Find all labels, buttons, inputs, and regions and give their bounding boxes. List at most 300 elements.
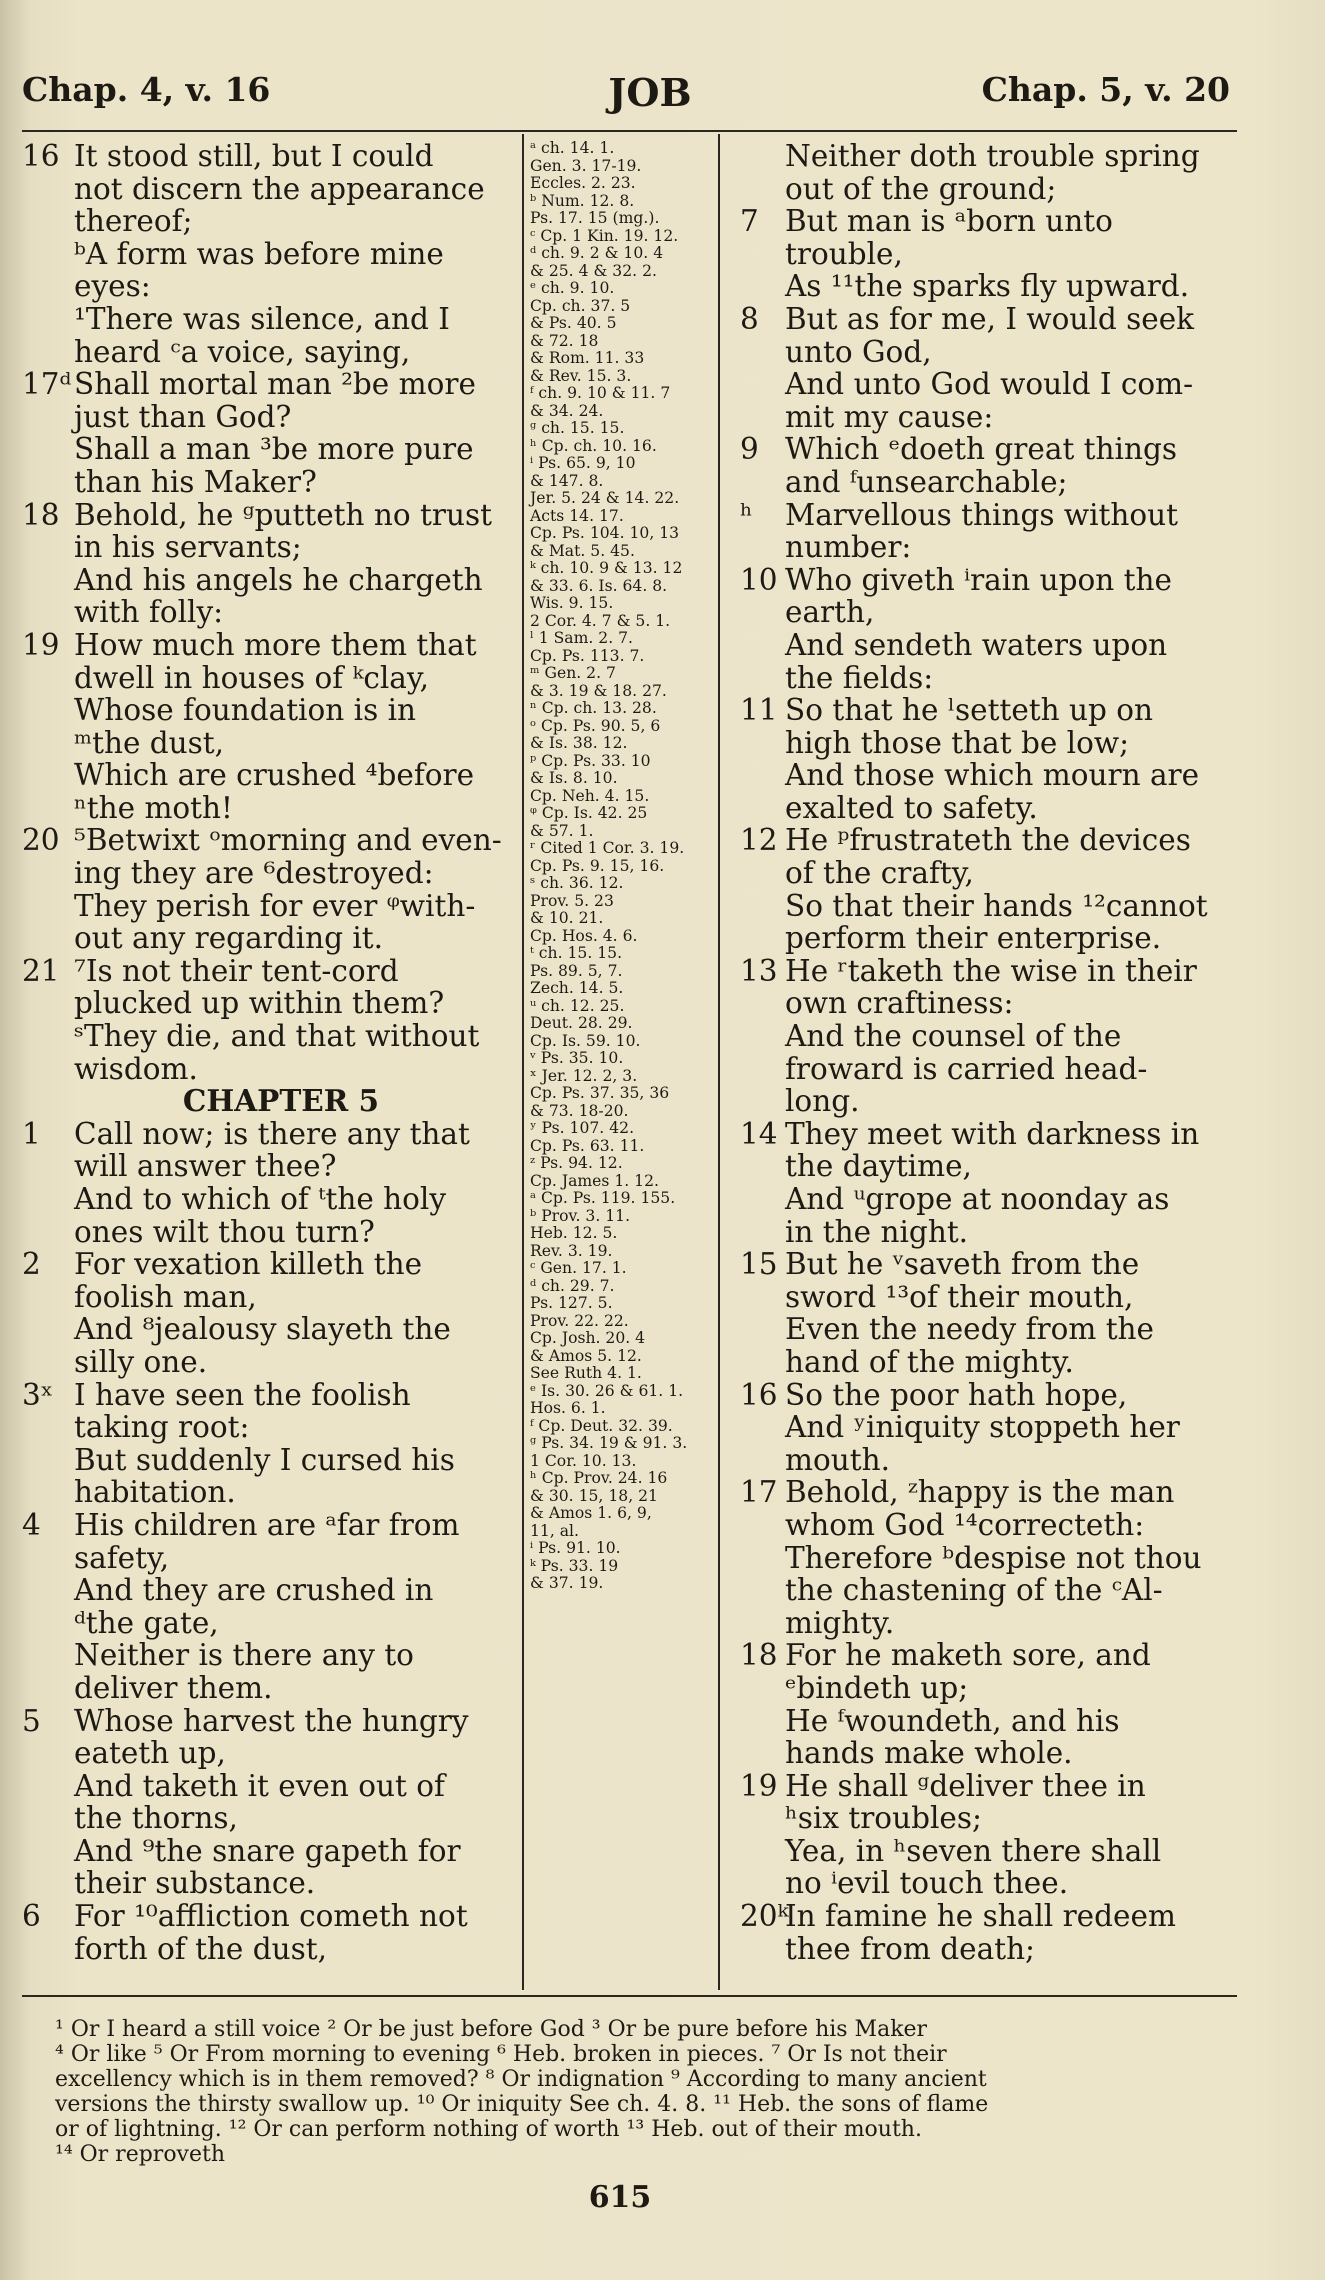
verse-line	[730, 1379, 1230, 1412]
verse-line	[22, 205, 515, 238]
verse-line	[730, 368, 1230, 401]
cross-reference: Wis. 9. 15.	[530, 594, 614, 612]
verse-number: ʰ	[740, 497, 753, 532]
verse-line	[22, 694, 515, 727]
verse-line	[22, 1411, 515, 1444]
footnote-line: versions the thirsty swallow up. ¹⁰ Or iniquity See ch. 4. 8. ¹¹ Heb. the sons of flame	[55, 2092, 989, 2117]
verse-text: I have seen the foolish	[74, 1377, 411, 1412]
verse-text: no ⁱevil touch thee.	[785, 1866, 1069, 1901]
verse-number: 6	[22, 1899, 41, 1934]
footnote-line: ¹ Or I heard a still voice ² Or be just before God ³ Or be pure before his Maker	[55, 2017, 928, 2042]
verse-number	[730, 1411, 785, 1444]
cross-reference: ᵏ ch. 10. 9 & 13. 12	[530, 559, 683, 577]
verse-line	[730, 792, 1230, 825]
verse-number	[22, 238, 74, 271]
verse-line	[730, 336, 1230, 369]
cross-reference: & 73. 18-20.	[530, 1101, 629, 1120]
verse-line	[22, 1444, 515, 1477]
verse-text: Behold, ᶻhappy is the man	[785, 1475, 1175, 1510]
verse-number	[730, 629, 785, 662]
verse-line	[22, 1574, 515, 1607]
verse-number	[730, 1867, 785, 1900]
verse-line	[730, 1672, 1230, 1705]
verse-number	[22, 1802, 74, 1835]
verse-number	[730, 596, 785, 629]
verse-text: plucked up within them?	[74, 986, 445, 1021]
cross-reference: See Ruth 4. 1.	[530, 1364, 642, 1382]
footnote-line: ¹⁴ Or reproveth	[55, 2142, 226, 2167]
verse-text: thee from death;	[785, 1931, 1036, 1966]
verse-line	[22, 303, 515, 336]
verse-line	[22, 1607, 515, 1640]
cross-reference: ᵗ ch. 15. 15.	[530, 944, 623, 962]
verse-line	[730, 238, 1230, 271]
verse-line	[22, 401, 515, 434]
cross-reference: Ps. 17. 15 (mg.).	[530, 209, 660, 227]
verse-number	[22, 759, 74, 792]
verse-text: than his Maker?	[74, 464, 317, 499]
verse-text: They meet with darkness in	[785, 1116, 1200, 1151]
verse-number	[22, 1313, 74, 1346]
verse-line	[22, 270, 515, 303]
verse-text: mit my cause:	[785, 399, 994, 434]
verse-number	[22, 205, 74, 238]
verse-line	[730, 1248, 1230, 1281]
verse-text: heard ᶜa voice, saying,	[74, 334, 411, 369]
verse-number	[22, 531, 74, 564]
verse-number	[730, 270, 785, 303]
verse-line	[22, 1183, 515, 1216]
verse-line	[22, 824, 515, 857]
verse-text: Which are crushed ⁴before	[74, 758, 475, 793]
verse-text: For he maketh sore, and	[785, 1638, 1151, 1673]
verse-line	[22, 1802, 515, 1835]
cross-reference: & Is. 8. 10.	[530, 769, 618, 787]
verse-text: But suddenly I cursed his	[74, 1442, 455, 1477]
verse-text: But man is ᵃborn unto	[785, 204, 1113, 239]
verse-text: the thorns,	[74, 1801, 238, 1836]
verse-line	[730, 1737, 1230, 1770]
verse-number	[730, 1542, 785, 1575]
verse-line	[22, 238, 515, 271]
verse-text: eyes:	[74, 269, 151, 304]
verse-number	[730, 173, 785, 206]
verse-line	[22, 1476, 515, 1509]
cross-reference: ˣ Jer. 12. 2, 3.	[530, 1066, 638, 1085]
verse-number	[22, 1411, 74, 1444]
verse-line	[730, 890, 1230, 923]
verse-text: the chastening of the ᶜAl-	[785, 1573, 1163, 1608]
verse-line	[730, 1835, 1230, 1868]
verse-text: long.	[785, 1084, 860, 1119]
footnote-line: or of lightning. ¹² Or can perform nothing of worth ¹³ Heb. out of their mouth.	[55, 2117, 922, 2142]
right-text-column	[730, 140, 1230, 1965]
cross-reference: & 30. 15, 18, 21	[530, 1486, 658, 1505]
verse-line	[730, 1542, 1230, 1575]
verse-text: ʰsix troubles;	[785, 1801, 982, 1836]
verse-line	[730, 433, 1230, 466]
verse-text: eateth up,	[74, 1736, 226, 1771]
verse-text: And ʸiniquity stoppeth her	[785, 1410, 1180, 1445]
verse-number: 1	[22, 1116, 41, 1151]
verse-line	[730, 1867, 1230, 1900]
verse-number	[22, 596, 74, 629]
verse-line	[22, 759, 515, 792]
cross-reference: Cp. Ps. 37. 35, 36	[530, 1084, 670, 1102]
cross-reference: & 34. 24.	[530, 401, 604, 420]
verse-text: In famine he shall redeem	[785, 1899, 1176, 1934]
verse-line	[22, 1542, 515, 1575]
running-head-left: Chap. 4, v. 16	[22, 70, 271, 109]
verse-text: earth,	[785, 595, 875, 630]
verse-number	[22, 173, 74, 206]
verse-text: out of the ground;	[785, 171, 1057, 206]
cross-reference: ᵈ ch. 9. 2 & 10. 4	[530, 244, 664, 262]
verse-line	[22, 1053, 515, 1086]
verse-number	[730, 238, 785, 271]
verse-text: How much more them that	[74, 627, 477, 662]
verse-text: hands make whole.	[785, 1736, 1073, 1771]
cross-reference: ᶠ Cp. Deut. 32. 39.	[530, 1416, 673, 1435]
verse-number	[730, 1705, 785, 1738]
verse-number: 19	[740, 1768, 778, 1803]
verse-line	[22, 368, 515, 401]
cross-reference: ᶜ Gen. 17. 1.	[530, 1259, 627, 1277]
cross-reference: & Rom. 11. 33	[530, 349, 645, 367]
verse-number	[730, 1444, 785, 1477]
verse-number	[22, 433, 74, 466]
verse-line	[730, 1150, 1230, 1183]
cross-reference: ᵇ Prov. 3. 11.	[530, 1206, 631, 1225]
verse-number: 17ᵈ	[22, 367, 72, 402]
verse-text: silly one.	[74, 1344, 208, 1379]
verse-number: 14	[740, 1116, 778, 1151]
verse-line	[22, 629, 515, 662]
verse-number	[730, 140, 785, 173]
verse-line	[730, 727, 1230, 760]
verse-number	[730, 759, 785, 792]
cross-reference: ᵈ ch. 29. 7.	[530, 1276, 615, 1295]
column-divider-left	[522, 134, 524, 1990]
verse-text: dwell in houses of ᵏclay,	[74, 660, 430, 695]
cross-reference: ⁿ Cp. ch. 13. 28.	[530, 699, 657, 717]
verse-text: For vexation killeth the	[74, 1247, 423, 1282]
verse-text: deliver them.	[74, 1670, 273, 1705]
cross-reference: ʰ Cp. ch. 10. 16.	[530, 436, 657, 455]
cross-reference: Zech. 14. 5.	[530, 979, 624, 997]
verse-text: He shall ᵍdeliver thee in	[785, 1768, 1146, 1803]
verse-text: their substance.	[74, 1866, 316, 1901]
verse-text: whom God ¹⁴correcteth:	[785, 1507, 1145, 1542]
verse-number: 16	[740, 1377, 778, 1412]
verse-text: Yea, in ʰseven there shall	[785, 1833, 1162, 1868]
verse-text: Behold, he ᵍputteth no trust	[74, 497, 492, 532]
verse-line	[730, 759, 1230, 792]
verse-number	[22, 727, 74, 760]
verse-number: 10	[740, 562, 778, 597]
verse-text: And his angels he chargeth	[74, 562, 483, 597]
cross-reference: Ps. 127. 5.	[530, 1294, 613, 1312]
verse-number: 19	[22, 627, 60, 662]
verse-line	[730, 1313, 1230, 1346]
verse-line	[730, 1476, 1230, 1509]
cross-reference: & 72. 18	[530, 331, 599, 350]
verse-number	[22, 1053, 74, 1086]
verse-line	[22, 1900, 515, 1933]
verse-number	[22, 1542, 74, 1575]
cross-reference: ⁱ Ps. 91. 10.	[530, 1539, 621, 1557]
verse-number	[22, 1639, 74, 1672]
verse-line	[730, 1346, 1230, 1379]
verse-line	[22, 336, 515, 369]
cross-reference: & 147. 8.	[530, 471, 604, 490]
verse-number: 3ˣ	[22, 1377, 54, 1412]
cross-reference: Cp. Ps. 104. 10, 13	[530, 524, 680, 542]
verse-line	[730, 1933, 1230, 1966]
verse-text: They perish for ever ᵠwith-	[74, 888, 476, 923]
verse-number: 18	[22, 497, 60, 532]
verse-number	[22, 890, 74, 923]
verse-number	[730, 1053, 785, 1086]
verse-number	[730, 1509, 785, 1542]
verse-number	[730, 336, 785, 369]
cross-reference: Rev. 3. 19.	[530, 1241, 613, 1260]
verse-line	[22, 890, 515, 923]
verse-line	[730, 499, 1230, 532]
cross-reference: ᵇ Num. 12. 8.	[530, 191, 635, 210]
verse-text: of the crafty,	[785, 856, 974, 891]
verse-number	[22, 401, 74, 434]
verse-line	[22, 1150, 515, 1183]
verse-text: mighty.	[785, 1605, 895, 1640]
cross-reference: Ps. 89. 5, 7.	[530, 961, 623, 980]
verse-number	[22, 987, 74, 1020]
cross-reference: Cp. James 1. 12.	[530, 1171, 659, 1190]
cross-reference: ᵠ Cp. Is. 42. 25	[530, 804, 648, 822]
verse-text: habitation.	[74, 1475, 236, 1510]
verse-number	[730, 531, 785, 564]
verse-text: taking root:	[74, 1410, 250, 1445]
verse-line	[730, 1802, 1230, 1835]
verse-line	[730, 629, 1230, 662]
verse-line	[22, 1639, 515, 1672]
verse-line	[730, 564, 1230, 597]
verse-text: in the night.	[785, 1214, 969, 1249]
verse-text: Call now; is there any that	[74, 1116, 470, 1151]
header-rule	[22, 130, 1237, 132]
cross-reference: & 3. 19 & 18. 27.	[530, 681, 667, 700]
cross-reference: ᵃ ch. 14. 1.	[530, 139, 615, 157]
verse-text: will answer thee?	[74, 1149, 337, 1184]
verse-text: Shall a man ³be more pure	[74, 432, 474, 467]
verse-number	[730, 792, 785, 825]
cross-reference: & Rev. 15. 3.	[530, 366, 632, 385]
verse-number	[730, 1313, 785, 1346]
verse-text: ⁵Betwixt ᵒmorning and even-	[74, 823, 502, 858]
verse-text: the daytime,	[785, 1149, 972, 1184]
verse-line	[730, 270, 1230, 303]
verse-number	[22, 1607, 74, 1640]
verse-number	[22, 694, 74, 727]
cross-reference-column	[530, 140, 715, 1593]
verse-number	[730, 1737, 785, 1770]
verse-line	[22, 727, 515, 760]
verse-number	[730, 890, 785, 923]
column-divider-right	[718, 134, 720, 1990]
verse-line	[22, 1020, 515, 1053]
verse-line	[22, 1705, 515, 1738]
verse-text: And ⁸jealousy slayeth the	[74, 1312, 451, 1347]
verse-number	[22, 792, 74, 825]
verse-text: ⁷Is not their tent-cord	[74, 953, 399, 988]
verse-number: 20	[22, 823, 60, 858]
verse-text: So that their hands ¹²cannot	[785, 888, 1208, 923]
verse-number	[22, 922, 74, 955]
verse-line	[730, 1216, 1230, 1249]
verse-text: Which ᵉdoeth great things	[785, 432, 1177, 467]
verse-text: froward is carried head-	[785, 1051, 1148, 1086]
verse-line	[730, 1020, 1230, 1053]
verse-text: hand of the mighty.	[785, 1344, 1074, 1379]
cross-reference: & 57. 1.	[530, 821, 594, 840]
verse-text: Who giveth ⁱrain upon the	[785, 562, 1172, 597]
verse-text: safety,	[74, 1540, 170, 1575]
cross-reference: ᵛ Ps. 35. 10.	[530, 1049, 624, 1067]
verse-number	[730, 1835, 785, 1868]
cross-reference: Cp. Hos. 4. 6.	[530, 926, 638, 945]
verse-line	[22, 1672, 515, 1705]
verse-line	[730, 531, 1230, 564]
verse-line	[22, 987, 515, 1020]
verse-number	[22, 1835, 74, 1868]
verse-number	[730, 1183, 785, 1216]
cross-reference: & Amos 1. 6, 9,	[530, 1504, 652, 1522]
verse-text: wisdom.	[74, 1051, 198, 1086]
cross-reference: ᵍ Ps. 34. 19 & 91. 3.	[530, 1434, 688, 1452]
verse-number	[22, 1933, 74, 1966]
verse-line	[22, 531, 515, 564]
cross-reference: ᵐ Gen. 2. 7	[530, 664, 616, 682]
verse-number: 13	[740, 953, 778, 988]
verse-text: not discern the appearance	[74, 171, 485, 206]
verse-line	[22, 1118, 515, 1151]
verse-number: 2	[22, 1247, 41, 1282]
verse-text: And ⁹the snare gapeth for	[74, 1833, 461, 1868]
verse-text: ᵈthe gate,	[74, 1605, 219, 1640]
verse-text: But as for me, I would seek	[785, 301, 1195, 336]
cross-reference: Prov. 22. 22.	[530, 1311, 629, 1330]
verse-number: 9	[740, 432, 759, 467]
verse-text: Even the needy from the	[785, 1312, 1155, 1347]
verse-number	[22, 1444, 74, 1477]
verse-number: 21	[22, 953, 60, 988]
verse-text: And to which of ᵗthe holy	[74, 1182, 447, 1216]
verse-text: Neither doth trouble spring	[785, 139, 1200, 173]
verse-line	[22, 1379, 515, 1412]
verse-text: foolish man,	[74, 1279, 257, 1314]
verse-number: 15	[740, 1247, 778, 1282]
verse-number	[22, 1150, 74, 1183]
cross-reference: Cp. Neh. 4. 15.	[530, 786, 650, 805]
verse-line	[22, 140, 515, 173]
verse-text: ˢThey die, and that without	[74, 1019, 480, 1054]
verse-number	[730, 401, 785, 434]
verse-line	[22, 922, 515, 955]
verse-text: Shall mortal man ²be more	[74, 367, 476, 402]
cross-reference: ᵖ Cp. Ps. 33. 10	[530, 751, 651, 770]
verse-line	[730, 1183, 1230, 1216]
verse-line	[730, 205, 1230, 238]
verse-line	[730, 1900, 1230, 1933]
cross-reference: Hos. 6. 1.	[530, 1399, 606, 1417]
footnote-line: ⁴ Or like ⁵ Or From morning to evening ⁶ Heb. broken in pieces. ⁷ Or Is not their	[55, 2042, 947, 2067]
verse-number: 7	[740, 204, 759, 239]
verse-line	[22, 1248, 515, 1281]
verse-number	[22, 857, 74, 890]
verse-number	[22, 662, 74, 695]
verse-line	[730, 824, 1230, 857]
verse-text: ones wilt thou turn?	[74, 1214, 375, 1249]
cross-reference: ᵉ Is. 30. 26 & 61. 1.	[530, 1381, 684, 1400]
cross-reference: & Amos 5. 12.	[530, 1346, 642, 1365]
verse-line	[730, 1411, 1230, 1444]
cross-reference: & Ps. 40. 5	[530, 314, 617, 332]
page-number: 615	[588, 2180, 652, 2215]
verse-number	[730, 662, 785, 695]
verse-line	[730, 1509, 1230, 1542]
verse-number	[730, 727, 785, 760]
verse-line	[22, 564, 515, 597]
cross-reference: ˢ ch. 36. 12.	[530, 874, 624, 892]
verse-number	[22, 1574, 74, 1607]
verse-text: thereof;	[74, 204, 193, 239]
verse-number	[22, 1672, 74, 1705]
verse-line	[730, 596, 1230, 629]
verse-number	[22, 270, 74, 303]
verse-text: in his servants;	[74, 530, 302, 565]
verse-line	[730, 955, 1230, 988]
verse-number	[22, 1281, 74, 1314]
verse-text: And ᵘgrope at noonday as	[785, 1182, 1170, 1216]
verse-text: For ¹⁰affliction cometh not	[74, 1899, 468, 1934]
chapter-heading: CHAPTER 5	[182, 1083, 380, 1119]
verse-line	[22, 433, 515, 466]
verse-text: with folly:	[74, 595, 224, 630]
verse-text: But he ᵛsaveth from the	[785, 1247, 1140, 1282]
verse-text: mouth.	[785, 1442, 890, 1477]
verse-line	[730, 466, 1230, 499]
verse-line	[22, 662, 515, 695]
cross-reference: Cp. Josh. 20. 4	[530, 1329, 646, 1347]
verse-line	[730, 1607, 1230, 1640]
verse-number	[730, 1933, 785, 1966]
verse-number	[22, 1476, 74, 1509]
verse-number	[22, 1867, 74, 1900]
verse-line	[22, 792, 515, 825]
verse-number	[22, 466, 74, 499]
verse-text: So that he ˡsetteth up on	[785, 693, 1154, 728]
cross-reference: Cp. Ps. 63. 11.	[530, 1136, 645, 1155]
verse-text: And the counsel of the	[785, 1019, 1122, 1054]
cross-reference: 1 Cor. 10. 13.	[530, 1451, 637, 1470]
verse-number	[730, 1672, 785, 1705]
verse-number	[730, 1802, 785, 1835]
verse-text: perform their enterprise.	[785, 921, 1162, 956]
verse-line	[730, 857, 1230, 890]
cross-reference: & 37. 19.	[530, 1574, 604, 1592]
cross-reference: Jer. 5. 24 & 14. 22.	[530, 489, 680, 507]
verse-text: He ᵖfrustrateth the devices	[785, 823, 1191, 858]
